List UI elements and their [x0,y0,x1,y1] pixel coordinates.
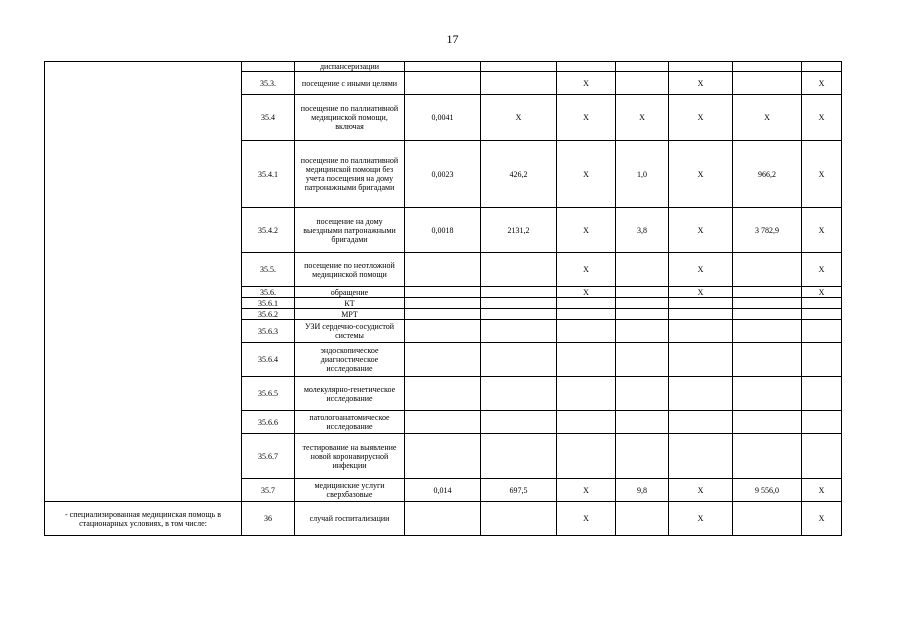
cell-num: 35.6. [242,287,295,298]
cell-c6 [616,377,669,411]
cell-c6 [616,343,669,377]
cell-num: 35.7 [242,479,295,502]
table-row [45,502,842,536]
cell-c4 [481,253,557,287]
cell-c4 [481,62,557,72]
cell-c3 [405,62,481,72]
cell-c7: X [669,72,733,95]
cell-num: 35.6.6 [242,411,295,434]
cell-name: КТ [295,298,405,309]
cell-name: посещение по неотложной медицинской помощи [295,253,405,287]
cell-c4 [481,320,557,343]
cell-c3 [405,434,481,479]
cell-c9 [802,320,842,343]
cell-num: 35.6.5 [242,377,295,411]
cell-c8: 9 556,0 [733,479,802,502]
cell-c7: X [669,95,733,141]
cell-c9 [802,411,842,434]
cell-c6 [616,287,669,298]
cell-c5 [557,411,616,434]
cell-name: МРТ [295,309,405,320]
cell-num: 35.6.3 [242,320,295,343]
cell-num: 35.4.1 [242,141,295,208]
cell-name: тестирование на выявление новой коронавирусной инфекции [295,434,405,479]
cell-c5 [557,320,616,343]
category-cell [45,62,242,502]
cell-c4: 2131,2 [481,208,557,253]
cell-c9: X [802,253,842,287]
cell-c8 [733,320,802,343]
cell-c6 [616,298,669,309]
cell-name: обращение [295,287,405,298]
cell-c7 [669,320,733,343]
cell-c6 [616,320,669,343]
cell-c9 [802,298,842,309]
cell-name: эндоскопическое диагностическое исследование [295,343,405,377]
cell-c8: 3 782,9 [733,208,802,253]
cell-c6 [616,72,669,95]
cell-c5: X [557,141,616,208]
cell-c3: 0,0041 [405,95,481,141]
cell-num: 35.6.4 [242,343,295,377]
category-cell: - специализированная медицинская помощь в стационарных условиях, в том числе: [45,502,242,536]
cell-c6 [616,62,669,72]
cell-c6: 9,8 [616,479,669,502]
cell-name: случай госпитализации [295,502,405,536]
cell-c7 [669,377,733,411]
cell-c7: X [669,208,733,253]
cell-c8 [733,62,802,72]
cell-num: 35.3. [242,72,295,95]
cell-c7: X [669,141,733,208]
cell-c9 [802,434,842,479]
cell-c4: X [481,95,557,141]
cell-c6: 1,0 [616,141,669,208]
cell-num: 35.4.2 [242,208,295,253]
cell-name: посещение по паллиативной медицинской помощи, включая [295,95,405,141]
cell-c3 [405,411,481,434]
cell-c8 [733,411,802,434]
cell-c9: X [802,208,842,253]
cell-c9 [802,377,842,411]
cell-c7 [669,298,733,309]
cell-c9: X [802,502,842,536]
cell-num [242,62,295,72]
cell-c4 [481,411,557,434]
cell-c7: X [669,502,733,536]
cell-c4 [481,287,557,298]
cell-c4 [481,434,557,479]
cell-c6: 3,8 [616,208,669,253]
cell-c8 [733,502,802,536]
cell-c3: 0,0023 [405,141,481,208]
cell-c9: X [802,287,842,298]
cell-name: посещение по паллиативной медицинской помощи без учета посещения на дому патронажными бригадами [295,141,405,208]
cell-c7 [669,62,733,72]
cell-c8 [733,253,802,287]
cell-c3 [405,72,481,95]
cell-c8: X [733,95,802,141]
cell-c8 [733,377,802,411]
cell-c5 [557,62,616,72]
cell-name: медицинские услуги сверхбазовые [295,479,405,502]
cell-c3 [405,343,481,377]
cell-c5 [557,309,616,320]
cell-c6 [616,502,669,536]
cell-name: молекулярно-генетическое исследование [295,377,405,411]
cell-c3 [405,320,481,343]
cell-name: посещение на дому выездными патронажными бригадами [295,208,405,253]
cell-name: патологоанатомическое исследование [295,411,405,434]
cell-num: 35.5. [242,253,295,287]
cell-c6: X [616,95,669,141]
cell-c8: 966,2 [733,141,802,208]
cell-c6 [616,434,669,479]
cell-c8 [733,343,802,377]
cell-name: посещение с иными целями [295,72,405,95]
cell-c3 [405,298,481,309]
cell-c9 [802,62,842,72]
cell-c4: 697,5 [481,479,557,502]
cell-c8 [733,434,802,479]
cell-c5: X [557,502,616,536]
cell-c7: X [669,253,733,287]
cell-c9 [802,343,842,377]
cell-c3 [405,502,481,536]
cell-num: 36 [242,502,295,536]
cell-name: диспансеризации [295,62,405,72]
table-row [45,62,842,72]
cell-c8 [733,287,802,298]
cell-num: 35.6.7 [242,434,295,479]
page-number: 17 [446,32,459,46]
cell-c5 [557,434,616,479]
cell-c9: X [802,141,842,208]
cell-name: УЗИ сердечно-сосудистой системы [295,320,405,343]
cell-c8 [733,298,802,309]
cell-c3 [405,377,481,411]
cell-c4: 426,2 [481,141,557,208]
cell-c5: X [557,253,616,287]
cell-num: 35.6.2 [242,309,295,320]
document-table [44,61,842,536]
cell-c7 [669,434,733,479]
cell-c5: X [557,95,616,141]
cell-c3: 0,0018 [405,208,481,253]
cell-c5 [557,377,616,411]
cell-c4 [481,377,557,411]
cell-c9 [802,309,842,320]
cell-c6 [616,411,669,434]
cell-c9: X [802,479,842,502]
cell-c4 [481,298,557,309]
cell-c6 [616,253,669,287]
cell-c8 [733,72,802,95]
cell-c6 [616,309,669,320]
cell-c8 [733,309,802,320]
cell-c5 [557,343,616,377]
cell-c9: X [802,72,842,95]
cell-c4 [481,72,557,95]
cell-c3 [405,253,481,287]
cell-c5: X [557,479,616,502]
cell-c3: 0,014 [405,479,481,502]
cell-c5: X [557,208,616,253]
cell-c7: X [669,287,733,298]
cell-c4 [481,502,557,536]
cell-c7 [669,309,733,320]
cell-num: 35.4 [242,95,295,141]
cell-c7 [669,411,733,434]
cell-c5 [557,298,616,309]
cell-c4 [481,309,557,320]
cell-c5: X [557,287,616,298]
cell-num: 35.6.1 [242,298,295,309]
cell-c7 [669,343,733,377]
cell-c7: X [669,479,733,502]
cell-c3 [405,309,481,320]
cell-c5: X [557,72,616,95]
cell-c3 [405,287,481,298]
cell-c4 [481,343,557,377]
cell-c9: X [802,95,842,141]
